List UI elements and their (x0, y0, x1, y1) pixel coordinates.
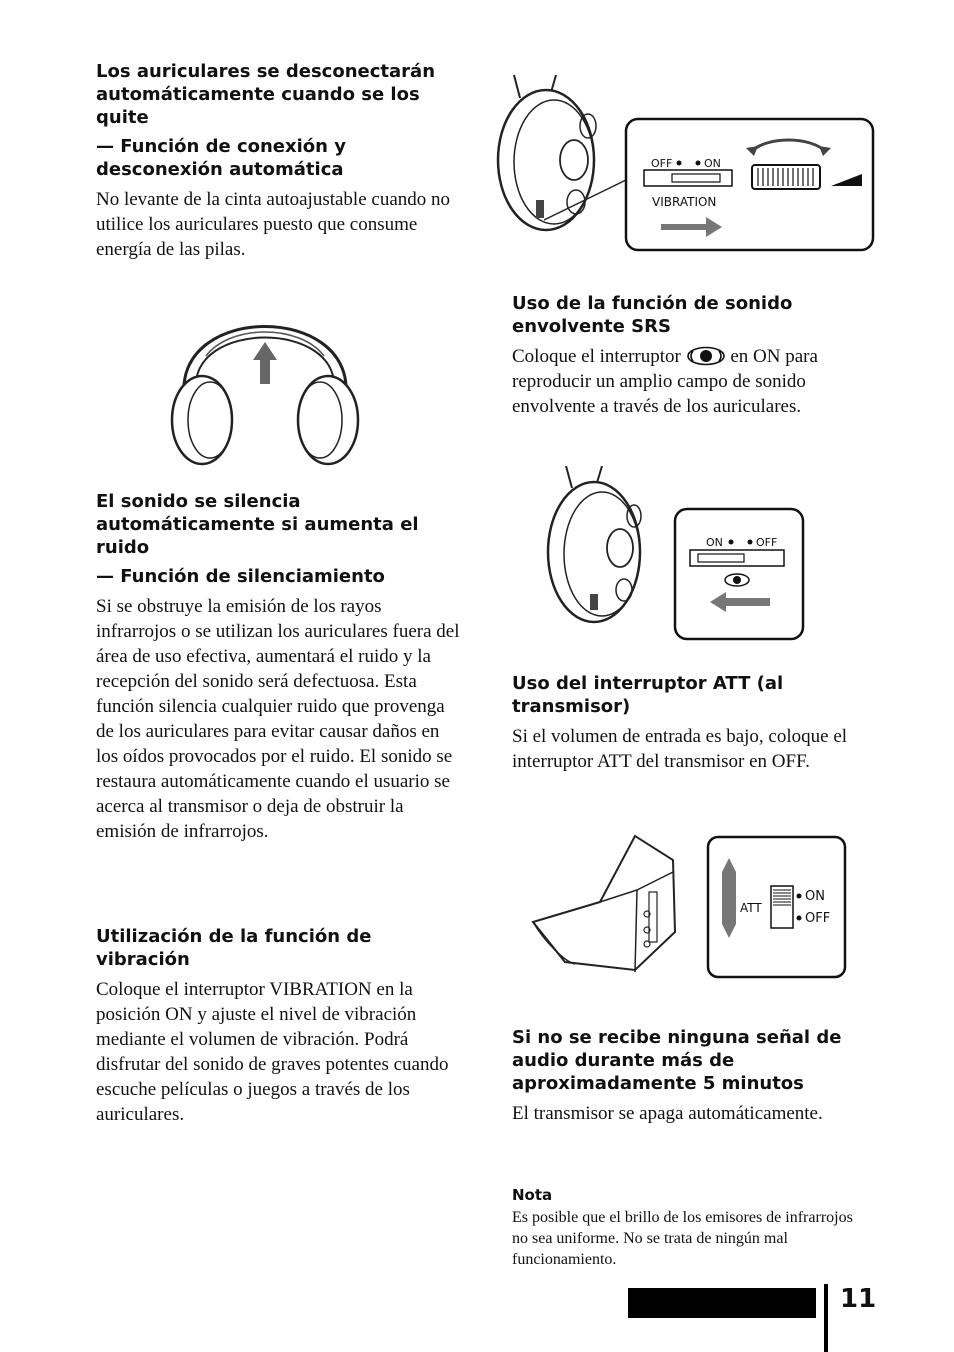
paragraph-no-signal: El transmisor se apaga automáticamente. (512, 1103, 823, 1124)
paragraph-srs-part2: en ON para reproducir un amplio campo de sonido envolvente a través de los auriculares. (512, 346, 818, 417)
vibration-off-label: OFF (651, 157, 673, 170)
left-column-bottom (96, 925, 466, 1127)
headphones-illustration (160, 284, 370, 470)
footer-divider (824, 1284, 828, 1352)
subheading-auto-connect: — Función de conexión y desconexión automática (96, 136, 346, 180)
heading-srs: Uso de la función de sonido envolvente SRS (512, 293, 793, 337)
heading-vibration: Utilización de la función de vibración (96, 926, 372, 970)
att-label: ATT (740, 901, 762, 915)
heading-auto-disconnect: Los auriculares se desconectarán automáticamente cuando se los quite (96, 61, 436, 128)
paragraph-att: Si el volumen de entrada es bajo, coloque el interruptor ATT del transmisor en OFF. (512, 726, 848, 772)
srs-on-label: ON (706, 536, 723, 549)
paragraph-srs (512, 344, 862, 419)
srs-section (512, 292, 862, 419)
srs-icon (686, 346, 726, 366)
att-section (512, 672, 862, 774)
att-off-label: OFF (805, 911, 831, 926)
footer-black-bar (628, 1288, 816, 1318)
att-switch-figure (525, 832, 850, 982)
nota-heading: Nota (512, 1186, 553, 1204)
left-column-mid (96, 490, 466, 844)
srs-switch-figure (540, 462, 810, 647)
att-on-label: ON (805, 889, 825, 904)
srs-off-label: OFF (756, 536, 778, 549)
heading-att: Uso del interruptor ATT (al transmisor) (512, 673, 784, 717)
page-number: 11 (840, 1284, 877, 1314)
vibration-switch-figure (496, 70, 876, 255)
left-column (96, 60, 466, 262)
vibration-on-label: ON (704, 157, 721, 170)
subheading-mute-function: — Función de silenciamiento (96, 566, 385, 587)
heading-no-signal: Si no se recibe ninguna señal de audio durante más de aproximadamente 5 minutos (512, 1027, 842, 1094)
paragraph-mute: Si se obstruye la emisión de los rayos infrarrojos o se utilizan los auriculares fuera del área de uso efectiva, aumentará el ruido y la recepción del sonido será defectuosa. Esta función silencia cualquier ruido que provenga de los auriculares para evitar causar daños en los oídos provocados por el ruido. El sonido se restaura automáticamente cuando el usuario se acerca al transmisor o deja de obstruir la emisión de infrarrojos. (96, 596, 460, 842)
nota-section (512, 1185, 862, 1270)
paragraph-srs-part1: Coloque el interruptor (512, 346, 681, 367)
paragraph-vibration: Coloque el interruptor VIBRATION en la posición ON y ajuste el nivel de vibración mediante el volumen de vibración. Podrá disfrutar del sonido de graves potentes cuando escuche películas o juegos a través de los auriculares. (96, 979, 449, 1125)
no-signal-section (512, 1026, 862, 1126)
heading-auto-mute: El sonido se silencia automáticamente si aumenta el ruido (96, 491, 419, 558)
nota-body: Es posible que el brillo de los emisores de infrarrojos no sea uniforme. No se trata de ningún mal funcionamiento. (512, 1209, 853, 1268)
paragraph-auto-disconnect: No levante de la cinta autoajustable cuando no utilice los auriculares puesto que consume energía de las pilas. (96, 189, 451, 260)
vibration-label: VIBRATION (652, 195, 717, 209)
